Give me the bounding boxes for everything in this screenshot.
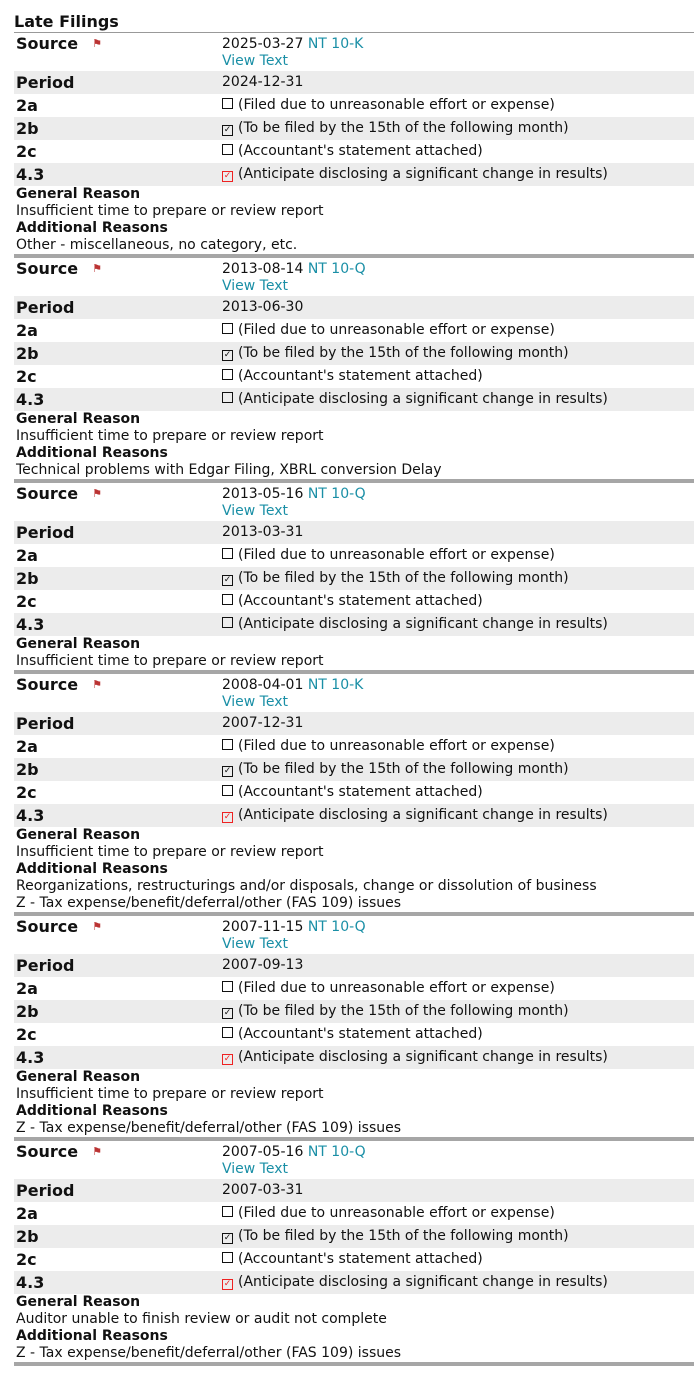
item-code: 4.3 xyxy=(16,390,45,409)
filing-record xyxy=(14,258,694,483)
general-reason-label: General Reason xyxy=(16,186,141,202)
additional-reason: Z - Tax expense/benefit/deferral/other (FAS 109) issues xyxy=(16,1345,402,1361)
item-code: 2a xyxy=(16,546,38,565)
item-text: (Filed due to unreasonable effort or expense) xyxy=(238,980,555,996)
filing-record xyxy=(14,33,694,258)
unchecked-box-icon xyxy=(222,981,233,992)
filing-record xyxy=(14,674,694,916)
item-code: 2a xyxy=(16,979,38,998)
checked-box-icon: ✓ xyxy=(223,1233,232,1243)
checked-box-icon: ✓ xyxy=(223,766,232,776)
period-value: 2007-09-13 xyxy=(222,957,304,973)
item-code: 2c xyxy=(16,783,37,802)
period-label: Period xyxy=(16,523,75,542)
item-code: 4.3 xyxy=(16,806,45,825)
view-text-link[interactable]: View Text xyxy=(222,936,288,952)
item-row xyxy=(14,1000,694,1023)
form-link[interactable]: NT 10-Q xyxy=(307,1144,366,1160)
period-value: 2013-06-30 xyxy=(222,299,304,315)
reasons xyxy=(14,827,694,912)
item-text: (Filed due to unreasonable effort or expense) xyxy=(238,547,555,563)
reasons xyxy=(14,636,694,670)
item-text: (Anticipate disclosing a significant change in results) xyxy=(238,807,608,823)
reasons xyxy=(14,1294,694,1362)
filing-record xyxy=(14,1141,694,1366)
item-row xyxy=(14,117,694,140)
form-link[interactable]: NT 10-K xyxy=(307,36,364,52)
item-code: 2b xyxy=(16,1002,39,1021)
unchecked-box-icon xyxy=(222,1027,233,1038)
item-row xyxy=(14,342,694,365)
period-label: Period xyxy=(16,298,75,317)
item-code: 2a xyxy=(16,737,38,756)
additional-reason: Z - Tax expense/benefit/deferral/other (FAS 109) issues xyxy=(16,895,402,911)
source-row xyxy=(14,258,694,296)
unchecked-box-icon xyxy=(222,739,233,750)
unchecked-box-icon xyxy=(222,323,233,334)
checked-box-icon: ✓ xyxy=(223,125,232,135)
period-value: 2007-12-31 xyxy=(222,715,304,731)
item-code: 2a xyxy=(16,321,38,340)
item-code: 2b xyxy=(16,760,39,779)
view-text-link[interactable]: View Text xyxy=(222,1161,288,1177)
period-value: 2007-03-31 xyxy=(222,1182,304,1198)
general-reason-value: Insufficient time to prepare or review report xyxy=(16,653,324,669)
checked-box-icon: ✓ xyxy=(223,575,232,585)
general-reason-value: Insufficient time to prepare or review report xyxy=(16,844,324,860)
source-label: Source xyxy=(16,484,79,503)
item-text: (To be filed by the 15th of the following month) xyxy=(238,1228,569,1244)
item-row xyxy=(14,1202,694,1225)
source-label: Source xyxy=(16,917,79,936)
item-code: 2c xyxy=(16,367,37,386)
item-text: (To be filed by the 15th of the following month) xyxy=(238,761,569,777)
item-row xyxy=(14,544,694,567)
checked-box-icon: ✓ xyxy=(223,1279,232,1289)
checked-box-icon: ✓ xyxy=(223,812,232,822)
source-label: Source xyxy=(16,259,79,278)
item-code: 2b xyxy=(16,1227,39,1246)
reasons xyxy=(14,186,694,254)
period-row xyxy=(14,296,694,319)
filing-date: 2008-04-01 xyxy=(222,677,304,693)
unchecked-box-icon xyxy=(222,392,233,403)
item-text: (To be filed by the 15th of the following month) xyxy=(238,570,569,586)
form-link[interactable]: NT 10-Q xyxy=(307,486,366,502)
period-row xyxy=(14,71,694,94)
item-code: 4.3 xyxy=(16,1273,45,1292)
item-text: (Anticipate disclosing a significant change in results) xyxy=(238,166,608,182)
item-text: (To be filed by the 15th of the following month) xyxy=(238,120,569,136)
item-text: (Anticipate disclosing a significant change in results) xyxy=(238,1274,608,1290)
view-text-link[interactable]: View Text xyxy=(222,694,288,710)
item-row xyxy=(14,140,694,163)
section-title: Late Filings xyxy=(14,12,694,33)
item-text: (Accountant's statement attached) xyxy=(238,1026,483,1042)
period-row xyxy=(14,521,694,544)
view-text-link[interactable]: View Text xyxy=(222,278,288,294)
checked-box-icon: ✓ xyxy=(223,1008,232,1018)
item-text: (Anticipate disclosing a significant change in results) xyxy=(238,1049,608,1065)
unchecked-box-icon xyxy=(222,594,233,605)
item-row xyxy=(14,567,694,590)
period-label: Period xyxy=(16,73,75,92)
item-row xyxy=(14,590,694,613)
item-code: 2a xyxy=(16,1204,38,1223)
item-text: (To be filed by the 15th of the following month) xyxy=(238,1003,569,1019)
additional-reasons-label: Additional Reasons xyxy=(16,1328,168,1344)
form-link[interactable]: NT 10-Q xyxy=(307,261,366,277)
general-reason-value: Insufficient time to prepare or review report xyxy=(16,428,324,444)
item-row xyxy=(14,1225,694,1248)
filing-date: 2007-05-16 xyxy=(222,1144,304,1160)
item-row xyxy=(14,804,694,827)
period-label: Period xyxy=(16,1181,75,1200)
general-reason-value: Insufficient time to prepare or review report xyxy=(16,203,324,219)
source-row xyxy=(14,33,694,71)
item-code: 2b xyxy=(16,344,39,363)
item-row xyxy=(14,388,694,411)
additional-reason: Technical problems with Edgar Filing, XBRL conversion Delay xyxy=(16,462,442,478)
general-reason-label: General Reason xyxy=(16,636,141,652)
flag-icon[interactable]: ⚑ xyxy=(92,262,103,275)
additional-reason: Reorganizations, restructurings and/or disposals, change or dissolution of business xyxy=(16,878,597,894)
item-text: (Filed due to unreasonable effort or expense) xyxy=(238,1205,555,1221)
item-row xyxy=(14,781,694,804)
item-text: (Accountant's statement attached) xyxy=(238,593,483,609)
general-reason-value: Auditor unable to finish review or audit not complete xyxy=(16,1311,387,1327)
filings-list xyxy=(14,33,694,1366)
flag-icon[interactable]: ⚑ xyxy=(92,37,103,50)
item-row xyxy=(14,1046,694,1069)
period-row xyxy=(14,1179,694,1202)
item-row xyxy=(14,758,694,781)
item-text: (Filed due to unreasonable effort or expense) xyxy=(238,738,555,754)
unchecked-box-icon xyxy=(222,548,233,559)
reasons xyxy=(14,1069,694,1137)
form-link[interactable]: NT 10-K xyxy=(307,677,364,693)
item-code: 4.3 xyxy=(16,165,45,184)
additional-reasons-label: Additional Reasons xyxy=(16,445,168,461)
filing-date: 2013-05-16 xyxy=(222,486,304,502)
source-row xyxy=(14,483,694,521)
flag-icon[interactable]: ⚑ xyxy=(92,487,103,500)
general-reason-label: General Reason xyxy=(16,411,141,427)
unchecked-box-icon xyxy=(222,1206,233,1217)
item-text: (Accountant's statement attached) xyxy=(238,1251,483,1267)
additional-reasons-label: Additional Reasons xyxy=(16,861,168,877)
item-code: 4.3 xyxy=(16,1048,45,1067)
additional-reasons-label: Additional Reasons xyxy=(16,220,168,236)
item-text: (Filed due to unreasonable effort or expense) xyxy=(238,97,555,113)
filing-date: 2025-03-27 xyxy=(222,36,304,52)
view-text-link[interactable]: View Text xyxy=(222,503,288,519)
source-label: Source xyxy=(16,1142,79,1161)
item-row xyxy=(14,613,694,636)
filing-record xyxy=(14,916,694,1141)
period-row xyxy=(14,954,694,977)
unchecked-box-icon xyxy=(222,1252,233,1263)
item-code: 2c xyxy=(16,142,37,161)
item-row xyxy=(14,1248,694,1271)
source-label: Source xyxy=(16,675,79,694)
item-row xyxy=(14,94,694,117)
item-text: (Accountant's statement attached) xyxy=(238,368,483,384)
item-row xyxy=(14,1023,694,1046)
item-code: 2a xyxy=(16,96,38,115)
item-text: (Accountant's statement attached) xyxy=(238,784,483,800)
period-value: 2013-03-31 xyxy=(222,524,304,540)
period-value: 2024-12-31 xyxy=(222,74,304,90)
source-row xyxy=(14,674,694,712)
additional-reason: Z - Tax expense/benefit/deferral/other (FAS 109) issues xyxy=(16,1120,402,1136)
general-reason-label: General Reason xyxy=(16,1069,141,1085)
item-text: (Filed due to unreasonable effort or expense) xyxy=(238,322,555,338)
item-text: (To be filed by the 15th of the following month) xyxy=(238,345,569,361)
source-label: Source xyxy=(16,34,79,53)
additional-reasons-label: Additional Reasons xyxy=(16,1103,168,1119)
source-row xyxy=(14,1141,694,1179)
item-code: 2b xyxy=(16,569,39,588)
item-text: (Accountant's statement attached) xyxy=(238,143,483,159)
checked-box-icon: ✓ xyxy=(223,1054,232,1064)
period-label: Period xyxy=(16,956,75,975)
flag-icon[interactable]: ⚑ xyxy=(92,920,103,933)
period-row xyxy=(14,712,694,735)
reasons xyxy=(14,411,694,479)
item-row xyxy=(14,163,694,186)
general-reason-value: Insufficient time to prepare or review report xyxy=(16,1086,324,1102)
view-text-link[interactable]: View Text xyxy=(222,53,288,69)
filing-date: 2013-08-14 xyxy=(222,261,304,277)
item-code: 2b xyxy=(16,119,39,138)
item-code: 2c xyxy=(16,592,37,611)
unchecked-box-icon xyxy=(222,144,233,155)
item-row xyxy=(14,977,694,1000)
item-code: 2c xyxy=(16,1250,37,1269)
item-code: 4.3 xyxy=(16,615,45,634)
checked-box-icon: ✓ xyxy=(223,171,232,181)
flag-icon[interactable]: ⚑ xyxy=(92,678,103,691)
unchecked-box-icon xyxy=(222,617,233,628)
item-row xyxy=(14,319,694,342)
general-reason-label: General Reason xyxy=(16,1294,141,1310)
item-text: (Anticipate disclosing a significant change in results) xyxy=(238,391,608,407)
checked-box-icon: ✓ xyxy=(223,350,232,360)
unchecked-box-icon xyxy=(222,369,233,380)
source-row xyxy=(14,916,694,954)
form-link[interactable]: NT 10-Q xyxy=(307,919,366,935)
item-row xyxy=(14,735,694,758)
unchecked-box-icon xyxy=(222,98,233,109)
flag-icon[interactable]: ⚑ xyxy=(92,1145,103,1158)
unchecked-box-icon xyxy=(222,785,233,796)
item-row xyxy=(14,1271,694,1294)
item-text: (Anticipate disclosing a significant change in results) xyxy=(238,616,608,632)
additional-reason: Other - miscellaneous, no category, etc. xyxy=(16,237,298,253)
period-label: Period xyxy=(16,714,75,733)
item-code: 2c xyxy=(16,1025,37,1044)
general-reason-label: General Reason xyxy=(16,827,141,843)
filing-date: 2007-11-15 xyxy=(222,919,304,935)
item-row xyxy=(14,365,694,388)
filing-record xyxy=(14,483,694,674)
